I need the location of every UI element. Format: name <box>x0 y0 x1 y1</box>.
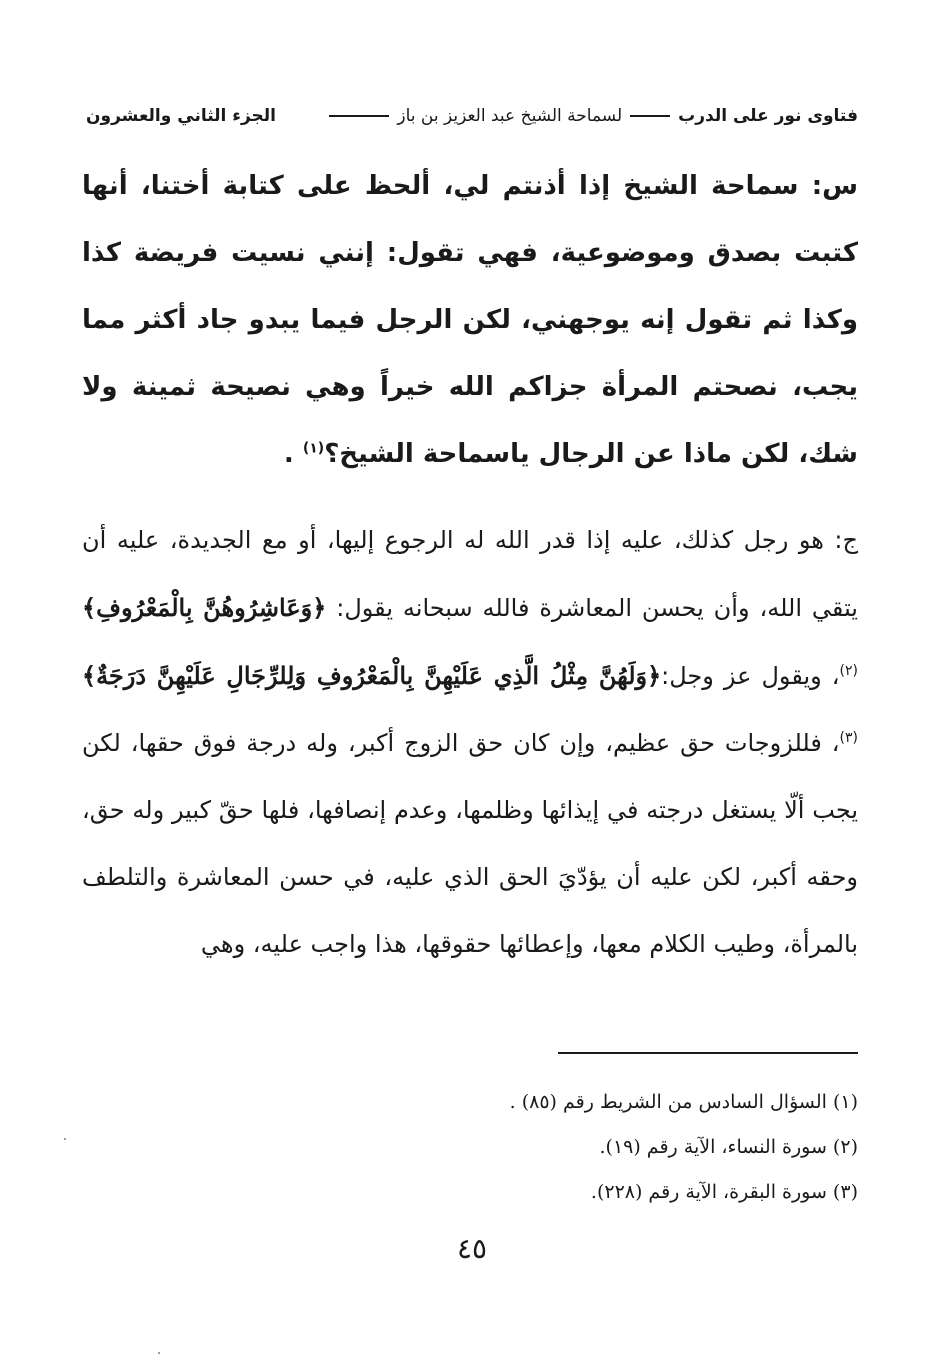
question-text: س: سماحة الشيخ إذا أذنتم لي، ألحظ على كتابة أختنا، أنها كتبت بصدق وموضوعية، فهي تقول: إنني نسيت فريضة كذا وكذا ثم تقول إنه يوجهني، لكن الرجل فيما يبدو جاد أكثر مما يجب، نصحتم المرأة جزاكم الله خيراً وهي نصيحة ثمينة ولا شك، لكن ماذا عن الرجال ياسماحة الشيخ؟ <box>82 171 858 469</box>
question-paragraph <box>82 153 858 488</box>
footnote-ref-2: (٢) <box>839 663 858 679</box>
answer-part-3: ، فللزوجات حق عظيم، وإن كان حق الزوج أكبر، وله درجة فوق حقها، لكن يجب ألّا يستغل درجته في إيذائها وظلمها، وعدم إنصافها، فلها حقّ كبير وله حق، وحقه أكبر، لكن عليه أن يؤدّيَ الحق الذي عليه، في حسن المعاشرة والتلطف بالمرأة، وطيب الكلام معها، وإعطائها حقوقها، هذا واجب عليه، وهي <box>82 729 858 958</box>
header-book-title: فتاوى نور على الدرب <box>678 106 858 126</box>
footnote-ref-3: (٣) <box>839 730 858 746</box>
footnote-separator <box>558 1052 858 1054</box>
header-book-info <box>325 106 858 126</box>
header-dash <box>630 115 670 117</box>
answer-paragraph <box>82 507 858 978</box>
header-author: لسماحة الشيخ عبد العزيز بن باز <box>397 106 623 126</box>
footnote-3: (٣) سورة البقرة، الآية رقم (٢٢٨). <box>590 1181 858 1203</box>
answer-part-2: ، ويقول عز وجل: <box>661 662 840 690</box>
running-header <box>86 100 858 132</box>
header-dash-long <box>329 115 389 117</box>
footnote-1: (١) السؤال السادس من الشريط رقم (٨٥) . <box>509 1091 858 1113</box>
quran-verse-1: ﴿وَعَاشِرُوهُنَّ بِالْمَعْرُوفِ﴾ <box>82 593 327 622</box>
footnotes <box>86 1080 858 1215</box>
page-number: ٤٥ <box>456 1232 488 1265</box>
quran-verse-2: ﴿وَلَهُنَّ مِثْلُ الَّذِي عَلَيْهِنَّ بِالْمَعْرُوفِ وَلِلرِّجَالِ عَلَيْهِنَّ دَرَجَةٌ﴾ <box>82 661 662 690</box>
question-end: . <box>283 439 294 469</box>
scan-speck <box>64 1138 66 1140</box>
header-part: الجزء الثاني والعشرون <box>86 106 277 126</box>
footnote-2: (٢) سورة النساء، الآية رقم (١٩). <box>599 1136 858 1158</box>
footnote-ref-1: (١) <box>302 440 325 457</box>
answer-part-1: ج: هو رجل كذلك، عليه إذا قدر الله له الرجوع إليها، أو مع الجديدة، عليه أن يتقي الله، وأن يحسن المعاشرة فالله سبحانه يقول: <box>82 526 858 622</box>
scan-speck <box>158 1352 160 1354</box>
